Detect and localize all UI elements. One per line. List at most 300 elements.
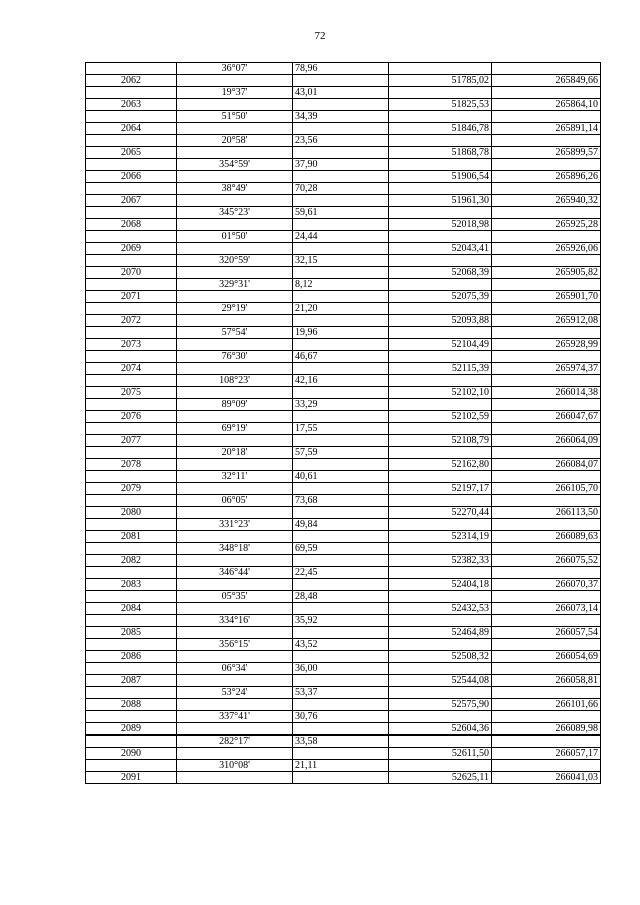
- x-coordinate-cell: 52018,98: [389, 219, 492, 231]
- y-coordinate-cell: 266041,03: [492, 772, 601, 784]
- angle-cell: [177, 748, 293, 760]
- table-row: [86, 699, 601, 711]
- point-cell: 2085: [86, 627, 177, 639]
- point-cell: 2071: [86, 291, 177, 303]
- x-coordinate-cell: 52575,90: [389, 699, 492, 711]
- x-coordinate-cell: [389, 495, 492, 507]
- angle-cell: 348°18': [177, 543, 293, 555]
- angle-cell: [177, 675, 293, 687]
- x-coordinate-cell: [389, 375, 492, 387]
- table-row: [86, 603, 601, 615]
- table-row: [86, 255, 601, 267]
- distance-cell: [293, 555, 389, 567]
- y-coordinate-cell: 266058,81: [492, 675, 601, 687]
- point-cell: 2065: [86, 147, 177, 159]
- y-coordinate-cell: [492, 135, 601, 147]
- x-coordinate-cell: 52625,11: [389, 772, 492, 784]
- table-row: [86, 447, 601, 459]
- y-coordinate-cell: 265864,10: [492, 99, 601, 111]
- point-cell: [86, 663, 177, 675]
- x-coordinate-cell: [389, 351, 492, 363]
- table-row: [86, 772, 601, 784]
- point-cell: 2086: [86, 651, 177, 663]
- distance-cell: [293, 387, 389, 399]
- table-row: [86, 507, 601, 519]
- distance-cell: 19,96: [293, 327, 389, 339]
- y-coordinate-cell: [492, 543, 601, 555]
- table-row: [86, 291, 601, 303]
- y-coordinate-cell: 266105,70: [492, 483, 601, 495]
- x-coordinate-cell: [389, 87, 492, 99]
- y-coordinate-cell: [492, 687, 601, 699]
- point-cell: 2087: [86, 675, 177, 687]
- x-coordinate-cell: 52102,10: [389, 387, 492, 399]
- table-row: [86, 243, 601, 255]
- y-coordinate-cell: 265928,99: [492, 339, 601, 351]
- point-cell: 2078: [86, 459, 177, 471]
- y-coordinate-cell: 265912,08: [492, 315, 601, 327]
- distance-cell: 70,28: [293, 183, 389, 195]
- x-coordinate-cell: 51846,78: [389, 123, 492, 135]
- distance-cell: 43,52: [293, 639, 389, 651]
- point-cell: 2082: [86, 555, 177, 567]
- point-cell: 2069: [86, 243, 177, 255]
- x-coordinate-cell: [389, 519, 492, 531]
- table-row: [86, 279, 601, 291]
- point-cell: 2066: [86, 171, 177, 183]
- y-coordinate-cell: [492, 183, 601, 195]
- y-coordinate-cell: [492, 207, 601, 219]
- distance-cell: 57,59: [293, 447, 389, 459]
- x-coordinate-cell: 52604,36: [389, 723, 492, 736]
- x-coordinate-cell: [389, 207, 492, 219]
- table-row: [86, 543, 601, 555]
- point-cell: [86, 63, 177, 75]
- table-row: [86, 471, 601, 483]
- table-row: [86, 387, 601, 399]
- angle-cell: [177, 363, 293, 375]
- angle-cell: [177, 435, 293, 447]
- angle-cell: 53°24': [177, 687, 293, 699]
- distance-cell: 21,11: [293, 760, 389, 772]
- table-row: [86, 723, 601, 736]
- angle-cell: [177, 195, 293, 207]
- distance-cell: 37,90: [293, 159, 389, 171]
- y-coordinate-cell: 266084,07: [492, 459, 601, 471]
- y-coordinate-cell: [492, 663, 601, 675]
- distance-cell: [293, 483, 389, 495]
- distance-cell: [293, 195, 389, 207]
- distance-cell: [293, 459, 389, 471]
- distance-cell: 78,96: [293, 63, 389, 75]
- distance-cell: [293, 99, 389, 111]
- y-coordinate-cell: 266070,37: [492, 579, 601, 591]
- y-coordinate-cell: [492, 231, 601, 243]
- y-coordinate-cell: 266054,69: [492, 651, 601, 663]
- table-row: [86, 195, 601, 207]
- y-coordinate-cell: 265940,32: [492, 195, 601, 207]
- x-coordinate-cell: 52102,59: [389, 411, 492, 423]
- x-coordinate-cell: [389, 760, 492, 772]
- y-coordinate-cell: 266089,98: [492, 723, 601, 736]
- distance-cell: [293, 363, 389, 375]
- y-coordinate-cell: 266089,63: [492, 531, 601, 543]
- x-coordinate-cell: 52162,80: [389, 459, 492, 471]
- y-coordinate-cell: [492, 63, 601, 75]
- distance-cell: [293, 339, 389, 351]
- distance-cell: [293, 75, 389, 87]
- coordinate-table: [85, 62, 601, 784]
- distance-cell: [293, 772, 389, 784]
- table-row: [86, 159, 601, 171]
- table-row: [86, 748, 601, 760]
- angle-cell: 108°23': [177, 375, 293, 387]
- table-row: [86, 591, 601, 603]
- x-coordinate-cell: [389, 255, 492, 267]
- point-cell: 2062: [86, 75, 177, 87]
- point-cell: [86, 351, 177, 363]
- point-cell: 2079: [86, 483, 177, 495]
- x-coordinate-cell: [389, 639, 492, 651]
- y-coordinate-cell: 265974,37: [492, 363, 601, 375]
- y-coordinate-cell: [492, 567, 601, 579]
- point-cell: [86, 615, 177, 627]
- y-coordinate-cell: [492, 760, 601, 772]
- point-cell: 2072: [86, 315, 177, 327]
- point-cell: 2063: [86, 99, 177, 111]
- table-row: [86, 267, 601, 279]
- angle-cell: 310°08': [177, 760, 293, 772]
- distance-cell: 53,37: [293, 687, 389, 699]
- distance-cell: 32,15: [293, 255, 389, 267]
- angle-cell: [177, 459, 293, 471]
- x-coordinate-cell: 51825,53: [389, 99, 492, 111]
- x-coordinate-cell: 52115,39: [389, 363, 492, 375]
- angle-cell: [177, 267, 293, 279]
- angle-cell: [177, 555, 293, 567]
- angle-cell: 337°41': [177, 711, 293, 723]
- y-coordinate-cell: [492, 447, 601, 459]
- x-coordinate-cell: [389, 135, 492, 147]
- angle-cell: 329°31': [177, 279, 293, 291]
- x-coordinate-cell: 52404,18: [389, 579, 492, 591]
- x-coordinate-cell: [389, 567, 492, 579]
- point-cell: [86, 135, 177, 147]
- distance-cell: 22,45: [293, 567, 389, 579]
- distance-cell: 28,48: [293, 591, 389, 603]
- point-cell: 2064: [86, 123, 177, 135]
- table-row: [86, 567, 601, 579]
- x-coordinate-cell: 52611,50: [389, 748, 492, 760]
- table-row: [86, 147, 601, 159]
- y-coordinate-cell: [492, 111, 601, 123]
- distance-cell: [293, 531, 389, 543]
- x-coordinate-cell: [389, 447, 492, 459]
- x-coordinate-cell: [389, 399, 492, 411]
- distance-cell: 24,44: [293, 231, 389, 243]
- angle-cell: [177, 147, 293, 159]
- angle-cell: [177, 171, 293, 183]
- distance-cell: [293, 147, 389, 159]
- x-coordinate-cell: 52508,32: [389, 651, 492, 663]
- distance-cell: [293, 579, 389, 591]
- point-cell: 2091: [86, 772, 177, 784]
- table-row: [86, 423, 601, 435]
- x-coordinate-cell: [389, 279, 492, 291]
- angle-cell: [177, 507, 293, 519]
- angle-cell: [177, 579, 293, 591]
- angle-cell: [177, 75, 293, 87]
- angle-cell: [177, 411, 293, 423]
- point-cell: 2074: [86, 363, 177, 375]
- distance-cell: 46,67: [293, 351, 389, 363]
- point-cell: 2075: [86, 387, 177, 399]
- point-cell: 2084: [86, 603, 177, 615]
- y-coordinate-cell: 265899,57: [492, 147, 601, 159]
- table-row: [86, 687, 601, 699]
- table-row: [86, 351, 601, 363]
- y-coordinate-cell: 265905,82: [492, 267, 601, 279]
- table-row: [86, 207, 601, 219]
- y-coordinate-cell: 266073,14: [492, 603, 601, 615]
- distance-cell: [293, 435, 389, 447]
- distance-cell: 21,20: [293, 303, 389, 315]
- angle-cell: [177, 627, 293, 639]
- y-coordinate-cell: 266057,54: [492, 627, 601, 639]
- y-coordinate-cell: 266075,52: [492, 555, 601, 567]
- y-coordinate-cell: 266064,09: [492, 435, 601, 447]
- distance-cell: 35,92: [293, 615, 389, 627]
- distance-cell: [293, 675, 389, 687]
- x-coordinate-cell: 51906,54: [389, 171, 492, 183]
- distance-cell: 43,01: [293, 87, 389, 99]
- point-cell: 2088: [86, 699, 177, 711]
- page-number: 72: [314, 30, 326, 42]
- angle-cell: 76°30': [177, 351, 293, 363]
- table-row: [86, 483, 601, 495]
- y-coordinate-cell: [492, 615, 601, 627]
- x-coordinate-cell: 52432,53: [389, 603, 492, 615]
- distance-cell: 73,68: [293, 495, 389, 507]
- table-row: [86, 627, 601, 639]
- y-coordinate-cell: [492, 159, 601, 171]
- y-coordinate-cell: [492, 495, 601, 507]
- distance-cell: [293, 699, 389, 711]
- table-row: [86, 99, 601, 111]
- distance-cell: 23,56: [293, 135, 389, 147]
- point-cell: [86, 711, 177, 723]
- table-row: [86, 135, 601, 147]
- distance-cell: [293, 243, 389, 255]
- point-cell: [86, 399, 177, 411]
- x-coordinate-cell: [389, 423, 492, 435]
- table-row: [86, 399, 601, 411]
- table-row: [86, 363, 601, 375]
- point-cell: 2073: [86, 339, 177, 351]
- angle-cell: 320°59': [177, 255, 293, 267]
- y-coordinate-cell: 265926,06: [492, 243, 601, 255]
- y-coordinate-cell: [492, 735, 601, 748]
- x-coordinate-cell: [389, 63, 492, 75]
- table-row: [86, 411, 601, 423]
- distance-cell: [293, 171, 389, 183]
- y-coordinate-cell: 266014,38: [492, 387, 601, 399]
- point-cell: 2077: [86, 435, 177, 447]
- y-coordinate-cell: [492, 303, 601, 315]
- table-row: [86, 663, 601, 675]
- distance-cell: [293, 748, 389, 760]
- angle-cell: 282°17': [177, 735, 293, 748]
- y-coordinate-cell: [492, 87, 601, 99]
- y-coordinate-cell: [492, 351, 601, 363]
- point-cell: 2089: [86, 723, 177, 736]
- distance-cell: [293, 219, 389, 231]
- angle-cell: [177, 772, 293, 784]
- x-coordinate-cell: 51961,30: [389, 195, 492, 207]
- point-cell: [86, 567, 177, 579]
- table-row: [86, 615, 601, 627]
- y-coordinate-cell: [492, 399, 601, 411]
- point-cell: [86, 87, 177, 99]
- y-coordinate-cell: 265925,28: [492, 219, 601, 231]
- point-cell: [86, 760, 177, 772]
- y-coordinate-cell: [492, 639, 601, 651]
- angle-cell: 69°19': [177, 423, 293, 435]
- x-coordinate-cell: [389, 735, 492, 748]
- distance-cell: 17,55: [293, 423, 389, 435]
- table-row: [86, 760, 601, 772]
- angle-cell: 05°35': [177, 591, 293, 603]
- x-coordinate-cell: [389, 303, 492, 315]
- distance-cell: 33,58: [293, 735, 389, 748]
- table-row: [86, 711, 601, 723]
- x-coordinate-cell: [389, 591, 492, 603]
- point-cell: [86, 447, 177, 459]
- x-coordinate-cell: 52075,39: [389, 291, 492, 303]
- distance-cell: 49,84: [293, 519, 389, 531]
- y-coordinate-cell: 266113,50: [492, 507, 601, 519]
- y-coordinate-cell: [492, 423, 601, 435]
- y-coordinate-cell: [492, 327, 601, 339]
- x-coordinate-cell: [389, 159, 492, 171]
- x-coordinate-cell: [389, 663, 492, 675]
- point-cell: [86, 495, 177, 507]
- y-coordinate-cell: 265849,66: [492, 75, 601, 87]
- distance-cell: 30,76: [293, 711, 389, 723]
- x-coordinate-cell: 51868,78: [389, 147, 492, 159]
- distance-cell: [293, 723, 389, 736]
- point-cell: 2068: [86, 219, 177, 231]
- table-row: [86, 675, 601, 687]
- angle-cell: [177, 603, 293, 615]
- distance-cell: 69,59: [293, 543, 389, 555]
- angle-cell: [177, 387, 293, 399]
- x-coordinate-cell: 52314,19: [389, 531, 492, 543]
- distance-cell: [293, 411, 389, 423]
- y-coordinate-cell: 265901,70: [492, 291, 601, 303]
- point-cell: [86, 183, 177, 195]
- angle-cell: [177, 531, 293, 543]
- table-row: [86, 63, 601, 75]
- y-coordinate-cell: 266047,67: [492, 411, 601, 423]
- y-coordinate-cell: [492, 471, 601, 483]
- angle-cell: 331°23': [177, 519, 293, 531]
- distance-cell: 59,61: [293, 207, 389, 219]
- table-row: [86, 171, 601, 183]
- distance-cell: 33,29: [293, 399, 389, 411]
- y-coordinate-cell: [492, 375, 601, 387]
- table-row: [86, 495, 601, 507]
- table-row: [86, 435, 601, 447]
- angle-cell: 36°07': [177, 63, 293, 75]
- table-row: [86, 375, 601, 387]
- table-row: [86, 327, 601, 339]
- y-coordinate-cell: 266101,66: [492, 699, 601, 711]
- y-coordinate-cell: 265896,26: [492, 171, 601, 183]
- table-row: [86, 111, 601, 123]
- point-cell: [86, 639, 177, 651]
- y-coordinate-cell: 265891,14: [492, 123, 601, 135]
- angle-cell: 356°15': [177, 639, 293, 651]
- angle-cell: 06°05': [177, 495, 293, 507]
- angle-cell: 20°18': [177, 447, 293, 459]
- x-coordinate-cell: 52043,41: [389, 243, 492, 255]
- point-cell: [86, 255, 177, 267]
- distance-cell: [293, 603, 389, 615]
- point-cell: [86, 279, 177, 291]
- point-cell: [86, 207, 177, 219]
- angle-cell: [177, 651, 293, 663]
- angle-cell: [177, 219, 293, 231]
- table-row: [86, 231, 601, 243]
- table-row: [86, 651, 601, 663]
- y-coordinate-cell: [492, 255, 601, 267]
- x-coordinate-cell: [389, 471, 492, 483]
- table-row: [86, 183, 601, 195]
- table-row: [86, 339, 601, 351]
- point-cell: [86, 375, 177, 387]
- angle-cell: 32°11': [177, 471, 293, 483]
- point-cell: [86, 423, 177, 435]
- y-coordinate-cell: 266057,17: [492, 748, 601, 760]
- y-coordinate-cell: [492, 711, 601, 723]
- point-cell: 2067: [86, 195, 177, 207]
- x-coordinate-cell: 52104,49: [389, 339, 492, 351]
- x-coordinate-cell: 52068,39: [389, 267, 492, 279]
- point-cell: [86, 159, 177, 171]
- angle-cell: 57°54': [177, 327, 293, 339]
- distance-cell: [293, 315, 389, 327]
- angle-cell: [177, 315, 293, 327]
- angle-cell: [177, 723, 293, 736]
- point-cell: 2076: [86, 411, 177, 423]
- distance-cell: 36,00: [293, 663, 389, 675]
- distance-cell: 8,12: [293, 279, 389, 291]
- table-row: [86, 735, 601, 748]
- x-coordinate-cell: [389, 111, 492, 123]
- distance-cell: [293, 507, 389, 519]
- x-coordinate-cell: [389, 327, 492, 339]
- distance-cell: 42,16: [293, 375, 389, 387]
- table-row: [86, 303, 601, 315]
- distance-cell: [293, 123, 389, 135]
- angle-cell: 89°09': [177, 399, 293, 411]
- table-row: [86, 123, 601, 135]
- point-cell: 2090: [86, 748, 177, 760]
- x-coordinate-cell: 51785,02: [389, 75, 492, 87]
- x-coordinate-cell: [389, 687, 492, 699]
- angle-cell: 346°44': [177, 567, 293, 579]
